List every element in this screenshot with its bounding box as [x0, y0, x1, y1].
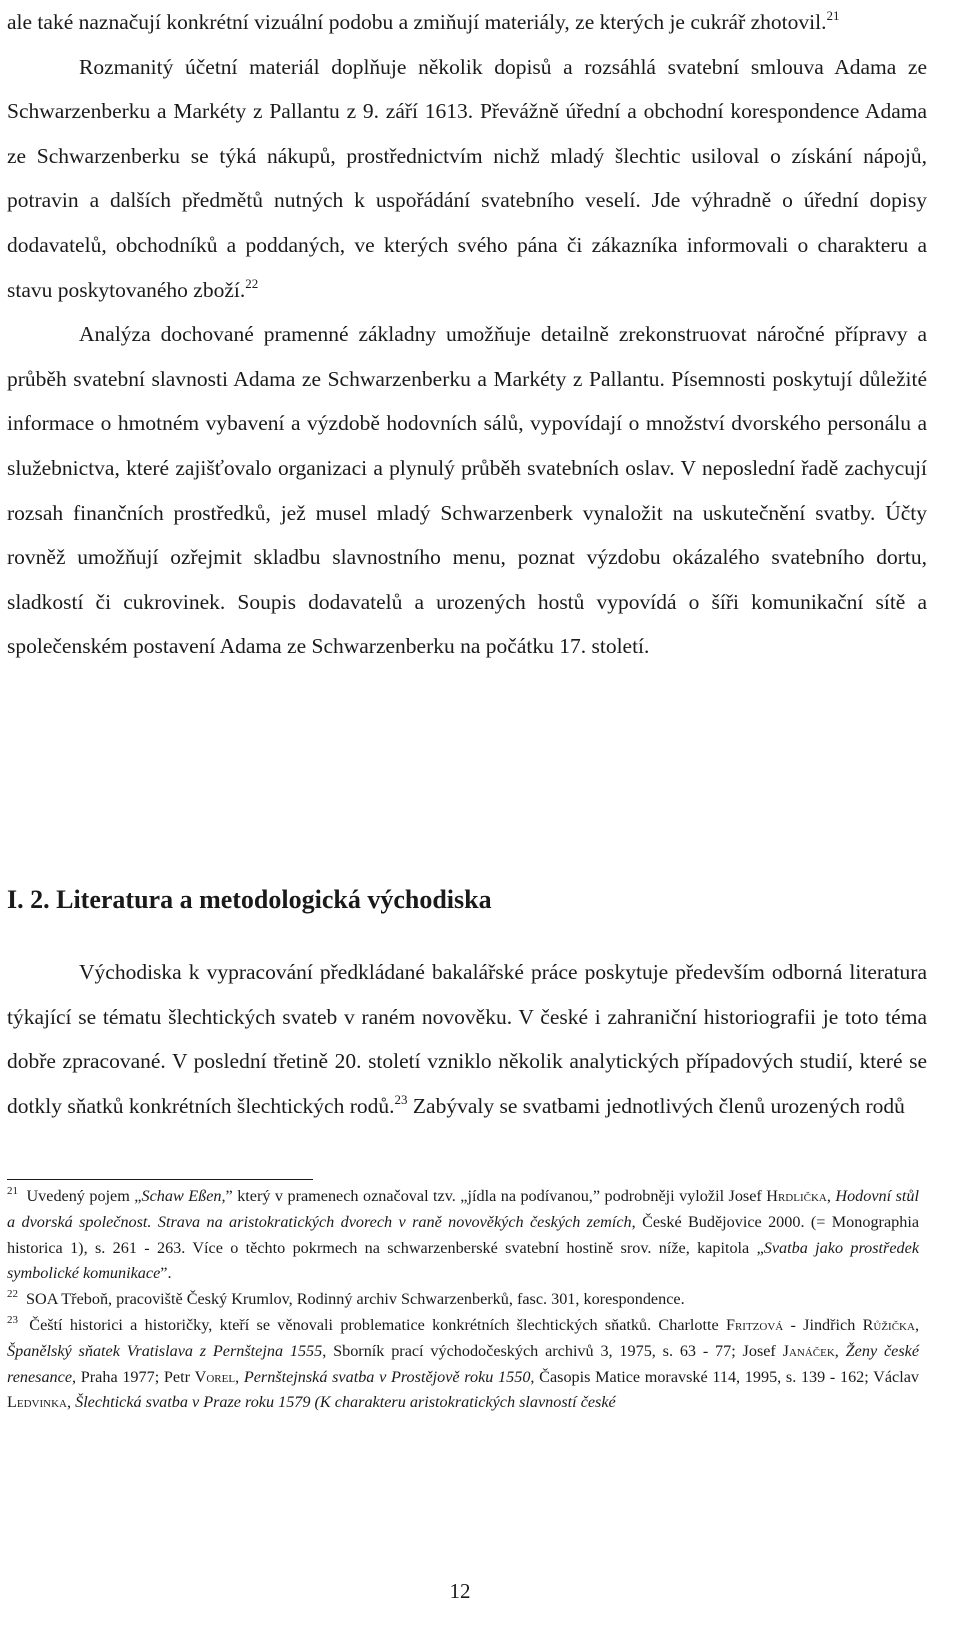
author-surname: Hrdlička [766, 1187, 827, 1205]
footnote-number: 21 [7, 1185, 18, 1197]
paragraph-text: Východiska k vypracování předkládané bakalářské práce poskytuje především odborná literatura týkající se tématu šlechtických svateb v raném novověku. V české i zahraniční historiografii je toto téma dobře zpracované. V poslední třetině 20. století vzniklo několik analytických případových studií, které se dotkly sňatků konkrétních šlechtických rodů. [7, 960, 927, 1118]
page-number: 12 [449, 1579, 471, 1603]
footnote-reference[interactable]: 21 [826, 8, 840, 23]
author-surname: Janáček [782, 1341, 835, 1360]
footnote-text: - Jindřich [783, 1315, 863, 1334]
author-surname: Růžička [862, 1315, 915, 1334]
author-surname: Ledvinka [7, 1393, 67, 1412]
footnote-italic: Pernštejnská svatba v Prostějově roku 1550 [243, 1367, 531, 1386]
footnote-text: , [834, 1341, 846, 1360]
body-text-top [7, 0, 927, 669]
paragraph-text: Rozmanitý účetní materiál doplňuje několik dopisů a rozsáhlá svatební smlouva Adama ze Schwarzenberku a Markéty z Pallantu z 9. září 1613. Převážně úřední a obchodní korespondence Adama ze Schwarzenberku se týká nákupů, prostřednictvím nichž mladý šlechtic usiloval o získání nápojů, potravin a dalších předmětů nutných k uspořádání svatebního veselí. Jde výhradně o úřední dopisy dodavatelů, obchodníků a poddaných, ve kterých svého pána či zákazníka informovali o charakteru a stavu poskytovaného zboží. [7, 54, 927, 302]
paragraph-correspondence [7, 45, 927, 313]
footnote-text: , [235, 1367, 244, 1386]
footnote-22 [7, 1287, 919, 1313]
footnote-reference[interactable]: 22 [245, 275, 259, 291]
section-heading: I. 2. Literatura a metodologická východiska [7, 885, 492, 914]
paragraph-continuation [7, 0, 927, 45]
author-surname: Vorel [194, 1367, 236, 1386]
footnote-text: , Praha 1977; Petr [72, 1367, 195, 1386]
paragraph-analysis [7, 312, 927, 669]
footnote-text: , Sborník prací východočeských archivů 3, 1975, s. 63 - 77; Josef [322, 1341, 783, 1360]
footnote-text: ” který v pramenech označoval tzv. „jídla na podívanou,” podrobněji vyložil Josef [225, 1187, 767, 1205]
footnote-text: , [826, 1187, 836, 1205]
paragraph-literature [7, 950, 927, 1128]
author-surname: Fritzová [725, 1315, 784, 1334]
footnote-text: Uvedený pojem „ [22, 1187, 142, 1205]
footnote-text: , [914, 1315, 919, 1334]
footnote-text: SOA Třeboň, pracoviště Český Krumlov, Rodinný archiv Schwarzenberků, fasc. 301, korespondence. [22, 1290, 685, 1309]
footnote-text: , [67, 1393, 76, 1412]
footnote-number: 23 [7, 1313, 18, 1326]
footnote-text: , České Budějovice 2000. (= Monographia historica 1), s. 261 - 263. Více o těchto pokrmech na schwarzenberské svatební hostině srov. níže, kapitola „ [7, 1212, 919, 1257]
body-text-section [7, 950, 927, 1128]
paragraph-text: Zabývaly se svatbami jednotlivých členů urozených rodů [407, 1093, 905, 1118]
footnote-text: Čeští historici a historičky, kteří se věnovali problematice konkrétních šlechtických sňatků. Charlotte [22, 1315, 726, 1334]
footnote-23 [7, 1313, 919, 1416]
footnote-number: 22 [7, 1288, 18, 1301]
footnotes [7, 1184, 919, 1416]
footnote-italic: Ženy české renesance [7, 1341, 919, 1386]
footnote-21 [7, 1184, 919, 1287]
footnote-italic: Hodovní stůl a dvorská společnost. Strava na aristokratických dvorech v raně novověkých českých zemích [7, 1187, 919, 1231]
footnote-separator [7, 1179, 313, 1180]
footnote-text: , Časopis Matice moravské 114, 1995, s. 139 - 162; Václav [530, 1367, 920, 1386]
footnote-italic: Svatba jako prostředek symbolické komunikace [7, 1238, 920, 1283]
footnote-italic: Španělský sňatek Vratislava z Pernštejna 1555 [7, 1341, 323, 1360]
footnote-reference[interactable]: 23 [394, 1091, 408, 1107]
footnote-text: ”. [160, 1264, 172, 1283]
paragraph-text: ale také naznačují konkrétní vizuální podobu a zmiňují materiály, ze kterých je cukrář zhotovil. [7, 10, 827, 34]
footnote-italic: Šlechtická svatba v Praze roku 1579 (K charakteru aristokratických slavností české [75, 1393, 616, 1412]
footnote-italic: Schaw Eßen, [141, 1187, 226, 1205]
paragraph-text: Analýza dochované pramenné základny umožňuje detailně zrekonstruovat náročné přípravy a průběh svatební slavnosti Adama ze Schwarzenberku a Markéty z Pallantu. Písemnosti poskytují důležité informace o hmotném vybavení a výzdobě hodovních sálů, vypovídají o množství dvorského personálu a služebnictva, které zajišťovalo organizaci a plynulý průběh svatebních oslav. V neposlední řadě zachycují rozsah finančních prostředků, jež musel mladý Schwarzenberk vynaložit na uskutečnění svatby. Účty rovněž umožňují ozřejmit skladbu slavnostního menu, poznat výzdobu okázalého svatebního dortu, sladkostí či cukrovinek. Soupis dodavatelů a urozených hostů vypovídá o šíři komunikační sítě a společenském postavení Adama ze Schwarzenberku na počátku 17. století. [7, 322, 927, 659]
